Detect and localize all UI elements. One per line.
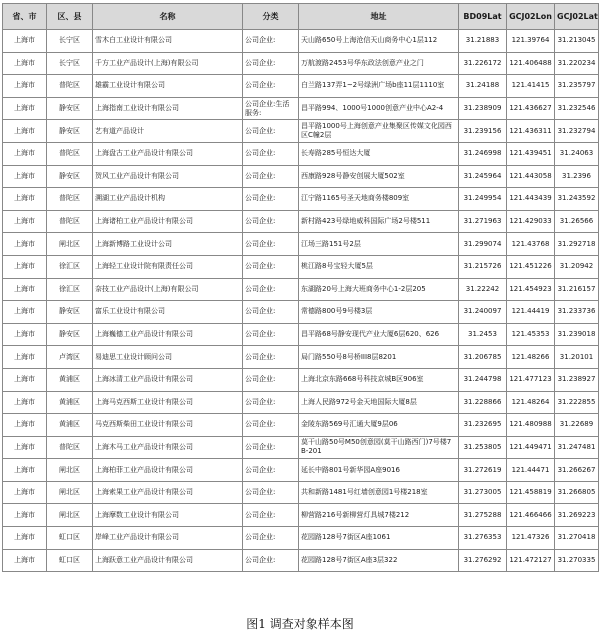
district-cell: 长宁区: [47, 30, 93, 53]
address-cell: 长寿路285号恒达大厦: [299, 142, 459, 165]
name-cell: 上海马克西斯工业设计有限公司: [93, 391, 243, 414]
category-cell: 公司企业:: [243, 52, 299, 75]
district-cell: 普陀区: [47, 210, 93, 233]
province-cell: 上海市: [3, 165, 47, 188]
gcj02lat-cell: 31.24063: [555, 142, 599, 165]
table-body: [3, 30, 599, 572]
gcj02lon-cell: 121.39764: [507, 30, 555, 53]
gcj02lon-cell: 121.458819: [507, 481, 555, 504]
gcj02lat-cell: 31.266267: [555, 459, 599, 482]
gcj02lat-cell: 31.220234: [555, 52, 599, 75]
address-cell: 万航渡路2453号华东政法创意产业之门: [299, 52, 459, 75]
address-cell: 新村路423号绿地威科国际广场2号楼511: [299, 210, 459, 233]
category-cell: 公司企业:: [243, 301, 299, 324]
district-cell: 虹口区: [47, 549, 93, 572]
address-cell: 白兰路137弄1~2号绿洲广场b座11层1110室: [299, 75, 459, 98]
table-row: [3, 52, 599, 75]
name-cell: 富乐工业设计有限公司: [93, 301, 243, 324]
name-cell: 岸峰工业产品设计有限公司: [93, 527, 243, 550]
gcj02lat-cell: 31.233736: [555, 301, 599, 324]
bd09lat-cell: 31.206785: [459, 346, 507, 369]
gcj02lon-cell: 121.429033: [507, 210, 555, 233]
header-category: 分类: [243, 4, 299, 30]
address-cell: 柳营路216号新柳营灯具城7楼212: [299, 504, 459, 527]
gcj02lat-cell: 31.213045: [555, 30, 599, 53]
gcj02lon-cell: 121.436627: [507, 97, 555, 120]
gcj02lon-cell: 121.439451: [507, 142, 555, 165]
name-cell: 雄霸工业设计有限公司: [93, 75, 243, 98]
bd09lat-cell: 31.299074: [459, 233, 507, 256]
name-cell: 上海指南工业设计有限公司: [93, 97, 243, 120]
name-cell: 奈技工业产品设计(上海)有限公司: [93, 278, 243, 301]
bd09lat-cell: 31.215726: [459, 255, 507, 278]
province-cell: 上海市: [3, 278, 47, 301]
district-cell: 虹口区: [47, 527, 93, 550]
category-cell: 公司企业:: [243, 346, 299, 369]
province-cell: 上海市: [3, 481, 47, 504]
province-cell: 上海市: [3, 323, 47, 346]
gcj02lat-cell: 31.22689: [555, 414, 599, 437]
name-cell: 上海盘古工业产品设计有限公司: [93, 142, 243, 165]
address-cell: 花园路128号7街区A座1061: [299, 527, 459, 550]
name-cell: 马克西斯柴田工业设计有限公司: [93, 414, 243, 437]
category-cell: 公司企业:: [243, 414, 299, 437]
category-cell: 公司企业:: [243, 323, 299, 346]
address-cell: 共和新路1481号红墙创意园1号楼218室: [299, 481, 459, 504]
address-cell: 江宁路1165号圣天地商务楼809室: [299, 188, 459, 211]
province-cell: 上海市: [3, 549, 47, 572]
category-cell: 公司企业:: [243, 210, 299, 233]
gcj02lon-cell: 121.436311: [507, 120, 555, 143]
province-cell: 上海市: [3, 504, 47, 527]
name-cell: 上海冰清工业产品设计有限公司: [93, 368, 243, 391]
bd09lat-cell: 31.239156: [459, 120, 507, 143]
gcj02lat-cell: 31.238927: [555, 368, 599, 391]
gcj02lon-cell: 121.44471: [507, 459, 555, 482]
table-row: [3, 233, 599, 256]
gcj02lat-cell: 31.247481: [555, 436, 599, 459]
address-cell: 上海人民路972号金天地国际大厦8层: [299, 391, 459, 414]
table-row: [3, 75, 599, 98]
province-cell: 上海市: [3, 52, 47, 75]
bd09lat-cell: 31.24188: [459, 75, 507, 98]
sample-table: [2, 3, 599, 572]
bd09lat-cell: 31.244798: [459, 368, 507, 391]
gcj02lat-cell: 31.2396: [555, 165, 599, 188]
bd09lat-cell: 31.228866: [459, 391, 507, 414]
gcj02lon-cell: 121.41415: [507, 75, 555, 98]
district-cell: 黄浦区: [47, 368, 93, 391]
header-bd09lat: BD09Lat: [459, 4, 507, 30]
category-cell: 公司企业:: [243, 504, 299, 527]
header-gcj02lat: GCJ02Lat: [555, 4, 599, 30]
category-cell: 公司企业:: [243, 459, 299, 482]
province-cell: 上海市: [3, 75, 47, 98]
name-cell: 艺有道产品设计: [93, 120, 243, 143]
gcj02lat-cell: 31.235797: [555, 75, 599, 98]
category-cell: 公司企业:: [243, 278, 299, 301]
figure-caption: 图1 调查对象样本图: [246, 617, 354, 631]
address-cell: 天山路650号上海沧信天山商务中心1层112: [299, 30, 459, 53]
bd09lat-cell: 31.271963: [459, 210, 507, 233]
category-cell: 公司企业:: [243, 233, 299, 256]
gcj02lon-cell: 121.406488: [507, 52, 555, 75]
bd09lat-cell: 31.253805: [459, 436, 507, 459]
category-cell: 公司企业:: [243, 368, 299, 391]
bd09lat-cell: 31.272619: [459, 459, 507, 482]
table-row: [3, 346, 599, 369]
name-cell: 易迪思工业设计顾问公司: [93, 346, 243, 369]
district-cell: 长宁区: [47, 52, 93, 75]
address-cell: 昌平路1000号上海创意产业集聚区传媒文化园西区C幢2层: [299, 120, 459, 143]
name-cell: 上海木马工业产品设计有限公司: [93, 436, 243, 459]
category-cell: 公司企业:: [243, 527, 299, 550]
gcj02lat-cell: 31.216157: [555, 278, 599, 301]
address-cell: 延长中路801号新华园A座9016: [299, 459, 459, 482]
district-cell: 黄浦区: [47, 391, 93, 414]
name-cell: 千方工业产品设计(上海)有限公司: [93, 52, 243, 75]
table-row: [3, 459, 599, 482]
district-cell: 静安区: [47, 165, 93, 188]
table-row: [3, 142, 599, 165]
table-row: [3, 481, 599, 504]
category-cell: 公司企业:: [243, 436, 299, 459]
province-cell: 上海市: [3, 30, 47, 53]
province-cell: 上海市: [3, 233, 47, 256]
header-gcj02lon: GCJ02Lon: [507, 4, 555, 30]
district-cell: 闸北区: [47, 459, 93, 482]
gcj02lat-cell: 31.26566: [555, 210, 599, 233]
gcj02lat-cell: 31.269223: [555, 504, 599, 527]
bd09lat-cell: 31.276292: [459, 549, 507, 572]
gcj02lon-cell: 121.454923: [507, 278, 555, 301]
bd09lat-cell: 31.226172: [459, 52, 507, 75]
table-row: [3, 165, 599, 188]
address-cell: 桃江路8号宝轻大厦5层: [299, 255, 459, 278]
district-cell: 普陀区: [47, 142, 93, 165]
table-row: [3, 188, 599, 211]
province-cell: 上海市: [3, 414, 47, 437]
header-district: 区、县: [47, 4, 93, 30]
name-cell: 溯湖工业产品设计机构: [93, 188, 243, 211]
name-cell: 上海跃意工业产品设计有限公司: [93, 549, 243, 572]
name-cell: 雪木白工业设计有限公司: [93, 30, 243, 53]
gcj02lat-cell: 31.239018: [555, 323, 599, 346]
name-cell: 上海轻工业设计院有限责任公司: [93, 255, 243, 278]
gcj02lat-cell: 31.266805: [555, 481, 599, 504]
gcj02lat-cell: 31.232794: [555, 120, 599, 143]
table-row: [3, 436, 599, 459]
gcj02lon-cell: 121.44419: [507, 301, 555, 324]
bd09lat-cell: 31.21883: [459, 30, 507, 53]
table-row: [3, 391, 599, 414]
bd09lat-cell: 31.2453: [459, 323, 507, 346]
header-province: 省、市: [3, 4, 47, 30]
gcj02lon-cell: 121.48264: [507, 391, 555, 414]
bd09lat-cell: 31.232695: [459, 414, 507, 437]
district-cell: 普陀区: [47, 436, 93, 459]
address-cell: 西康路928号静安创展大厦502室: [299, 165, 459, 188]
province-cell: 上海市: [3, 391, 47, 414]
district-cell: 徐汇区: [47, 278, 93, 301]
gcj02lon-cell: 121.477123: [507, 368, 555, 391]
province-cell: 上海市: [3, 436, 47, 459]
address-cell: 莫干山路50号M50创意园(莫干山路西门)7号楼7B-201: [299, 436, 459, 459]
district-cell: 黄浦区: [47, 414, 93, 437]
province-cell: 上海市: [3, 255, 47, 278]
district-cell: 静安区: [47, 97, 93, 120]
bd09lat-cell: 31.273005: [459, 481, 507, 504]
name-cell: 上海索果工业产品设计有限公司: [93, 481, 243, 504]
province-cell: 上海市: [3, 142, 47, 165]
gcj02lat-cell: 31.20101: [555, 346, 599, 369]
table-row: [3, 278, 599, 301]
table-row: [3, 97, 599, 120]
gcj02lat-cell: 31.222855: [555, 391, 599, 414]
district-cell: 普陀区: [47, 75, 93, 98]
gcj02lon-cell: 121.443058: [507, 165, 555, 188]
province-cell: 上海市: [3, 459, 47, 482]
gcj02lon-cell: 121.45353: [507, 323, 555, 346]
category-cell: 公司企业:: [243, 481, 299, 504]
table-row: [3, 323, 599, 346]
bd09lat-cell: 31.22242: [459, 278, 507, 301]
table-row: [3, 30, 599, 53]
gcj02lon-cell: 121.451226: [507, 255, 555, 278]
category-cell: 公司企业:: [243, 165, 299, 188]
bd09lat-cell: 31.275288: [459, 504, 507, 527]
province-cell: 上海市: [3, 188, 47, 211]
province-cell: 上海市: [3, 346, 47, 369]
table-row: [3, 120, 599, 143]
province-cell: 上海市: [3, 97, 47, 120]
bd09lat-cell: 31.246998: [459, 142, 507, 165]
gcj02lat-cell: 31.292718: [555, 233, 599, 256]
name-cell: 上海诸柏工业产品设计有限公司: [93, 210, 243, 233]
address-cell: 常德路800号9号楼3层: [299, 301, 459, 324]
header-row: [3, 4, 599, 30]
table-row: [3, 301, 599, 324]
bd09lat-cell: 31.245964: [459, 165, 507, 188]
category-cell: 公司企业:: [243, 30, 299, 53]
header-address: 地址: [299, 4, 459, 30]
gcj02lat-cell: 31.270335: [555, 549, 599, 572]
gcj02lon-cell: 121.48266: [507, 346, 555, 369]
table-row: [3, 504, 599, 527]
district-cell: 静安区: [47, 323, 93, 346]
address-cell: 昌平路994、1000号1000创意产业中心A2-4: [299, 97, 459, 120]
address-cell: 东湖路20号上海大班商务中心1-2层205: [299, 278, 459, 301]
gcj02lat-cell: 31.270418: [555, 527, 599, 550]
table-row: [3, 255, 599, 278]
gcj02lat-cell: 31.20942: [555, 255, 599, 278]
province-cell: 上海市: [3, 120, 47, 143]
category-cell: 公司企业:: [243, 120, 299, 143]
province-cell: 上海市: [3, 527, 47, 550]
category-cell: 公司企业:: [243, 188, 299, 211]
gcj02lon-cell: 121.472127: [507, 549, 555, 572]
name-cell: 贺风工业产品设计有限公司: [93, 165, 243, 188]
table-row: [3, 527, 599, 550]
category-cell: 公司企业:: [243, 391, 299, 414]
district-cell: 闸北区: [47, 504, 93, 527]
gcj02lon-cell: 121.43768: [507, 233, 555, 256]
district-cell: 静安区: [47, 301, 93, 324]
table-row: [3, 210, 599, 233]
gcj02lon-cell: 121.449471: [507, 436, 555, 459]
address-cell: 昌平路68号静安现代产业大厦6层620、626: [299, 323, 459, 346]
bd09lat-cell: 31.238909: [459, 97, 507, 120]
category-cell: 公司企业:: [243, 255, 299, 278]
gcj02lon-cell: 121.466466: [507, 504, 555, 527]
name-cell: 上海巍德工业产品设计有限公司: [93, 323, 243, 346]
bd09lat-cell: 31.249954: [459, 188, 507, 211]
gcj02lat-cell: 31.243592: [555, 188, 599, 211]
district-cell: 闸北区: [47, 481, 93, 504]
name-cell: 上海新博路工业设计公司: [93, 233, 243, 256]
address-cell: 上海北京东路668号科技京城B区906室: [299, 368, 459, 391]
category-cell: 公司企业:生活服务:: [243, 97, 299, 120]
gcj02lon-cell: 121.47326: [507, 527, 555, 550]
bd09lat-cell: 31.240097: [459, 301, 507, 324]
name-cell: 上海柏菲工业产品设计有限公司: [93, 459, 243, 482]
district-cell: 普陀区: [47, 188, 93, 211]
district-cell: 静安区: [47, 120, 93, 143]
gcj02lon-cell: 121.480988: [507, 414, 555, 437]
address-cell: 金陵东路569号汇通大厦9层06: [299, 414, 459, 437]
district-cell: 卢湾区: [47, 346, 93, 369]
name-cell: 上海摩数工业设计有限公司: [93, 504, 243, 527]
table-row: [3, 368, 599, 391]
district-cell: 闸北区: [47, 233, 93, 256]
address-cell: 江场三路151号2层: [299, 233, 459, 256]
category-cell: 公司企业:: [243, 549, 299, 572]
gcj02lon-cell: 121.443439: [507, 188, 555, 211]
bd09lat-cell: 31.276353: [459, 527, 507, 550]
table-row: [3, 414, 599, 437]
table-header: [3, 4, 599, 30]
address-cell: 局门路550号8号桥III8层8201: [299, 346, 459, 369]
header-name: 名称: [93, 4, 243, 30]
province-cell: 上海市: [3, 368, 47, 391]
address-cell: 花园路128号7街区A座3层322: [299, 549, 459, 572]
category-cell: 公司企业:: [243, 142, 299, 165]
table-row: [3, 549, 599, 572]
province-cell: 上海市: [3, 301, 47, 324]
district-cell: 徐汇区: [47, 255, 93, 278]
category-cell: 公司企业:: [243, 75, 299, 98]
gcj02lat-cell: 31.232546: [555, 97, 599, 120]
province-cell: 上海市: [3, 210, 47, 233]
